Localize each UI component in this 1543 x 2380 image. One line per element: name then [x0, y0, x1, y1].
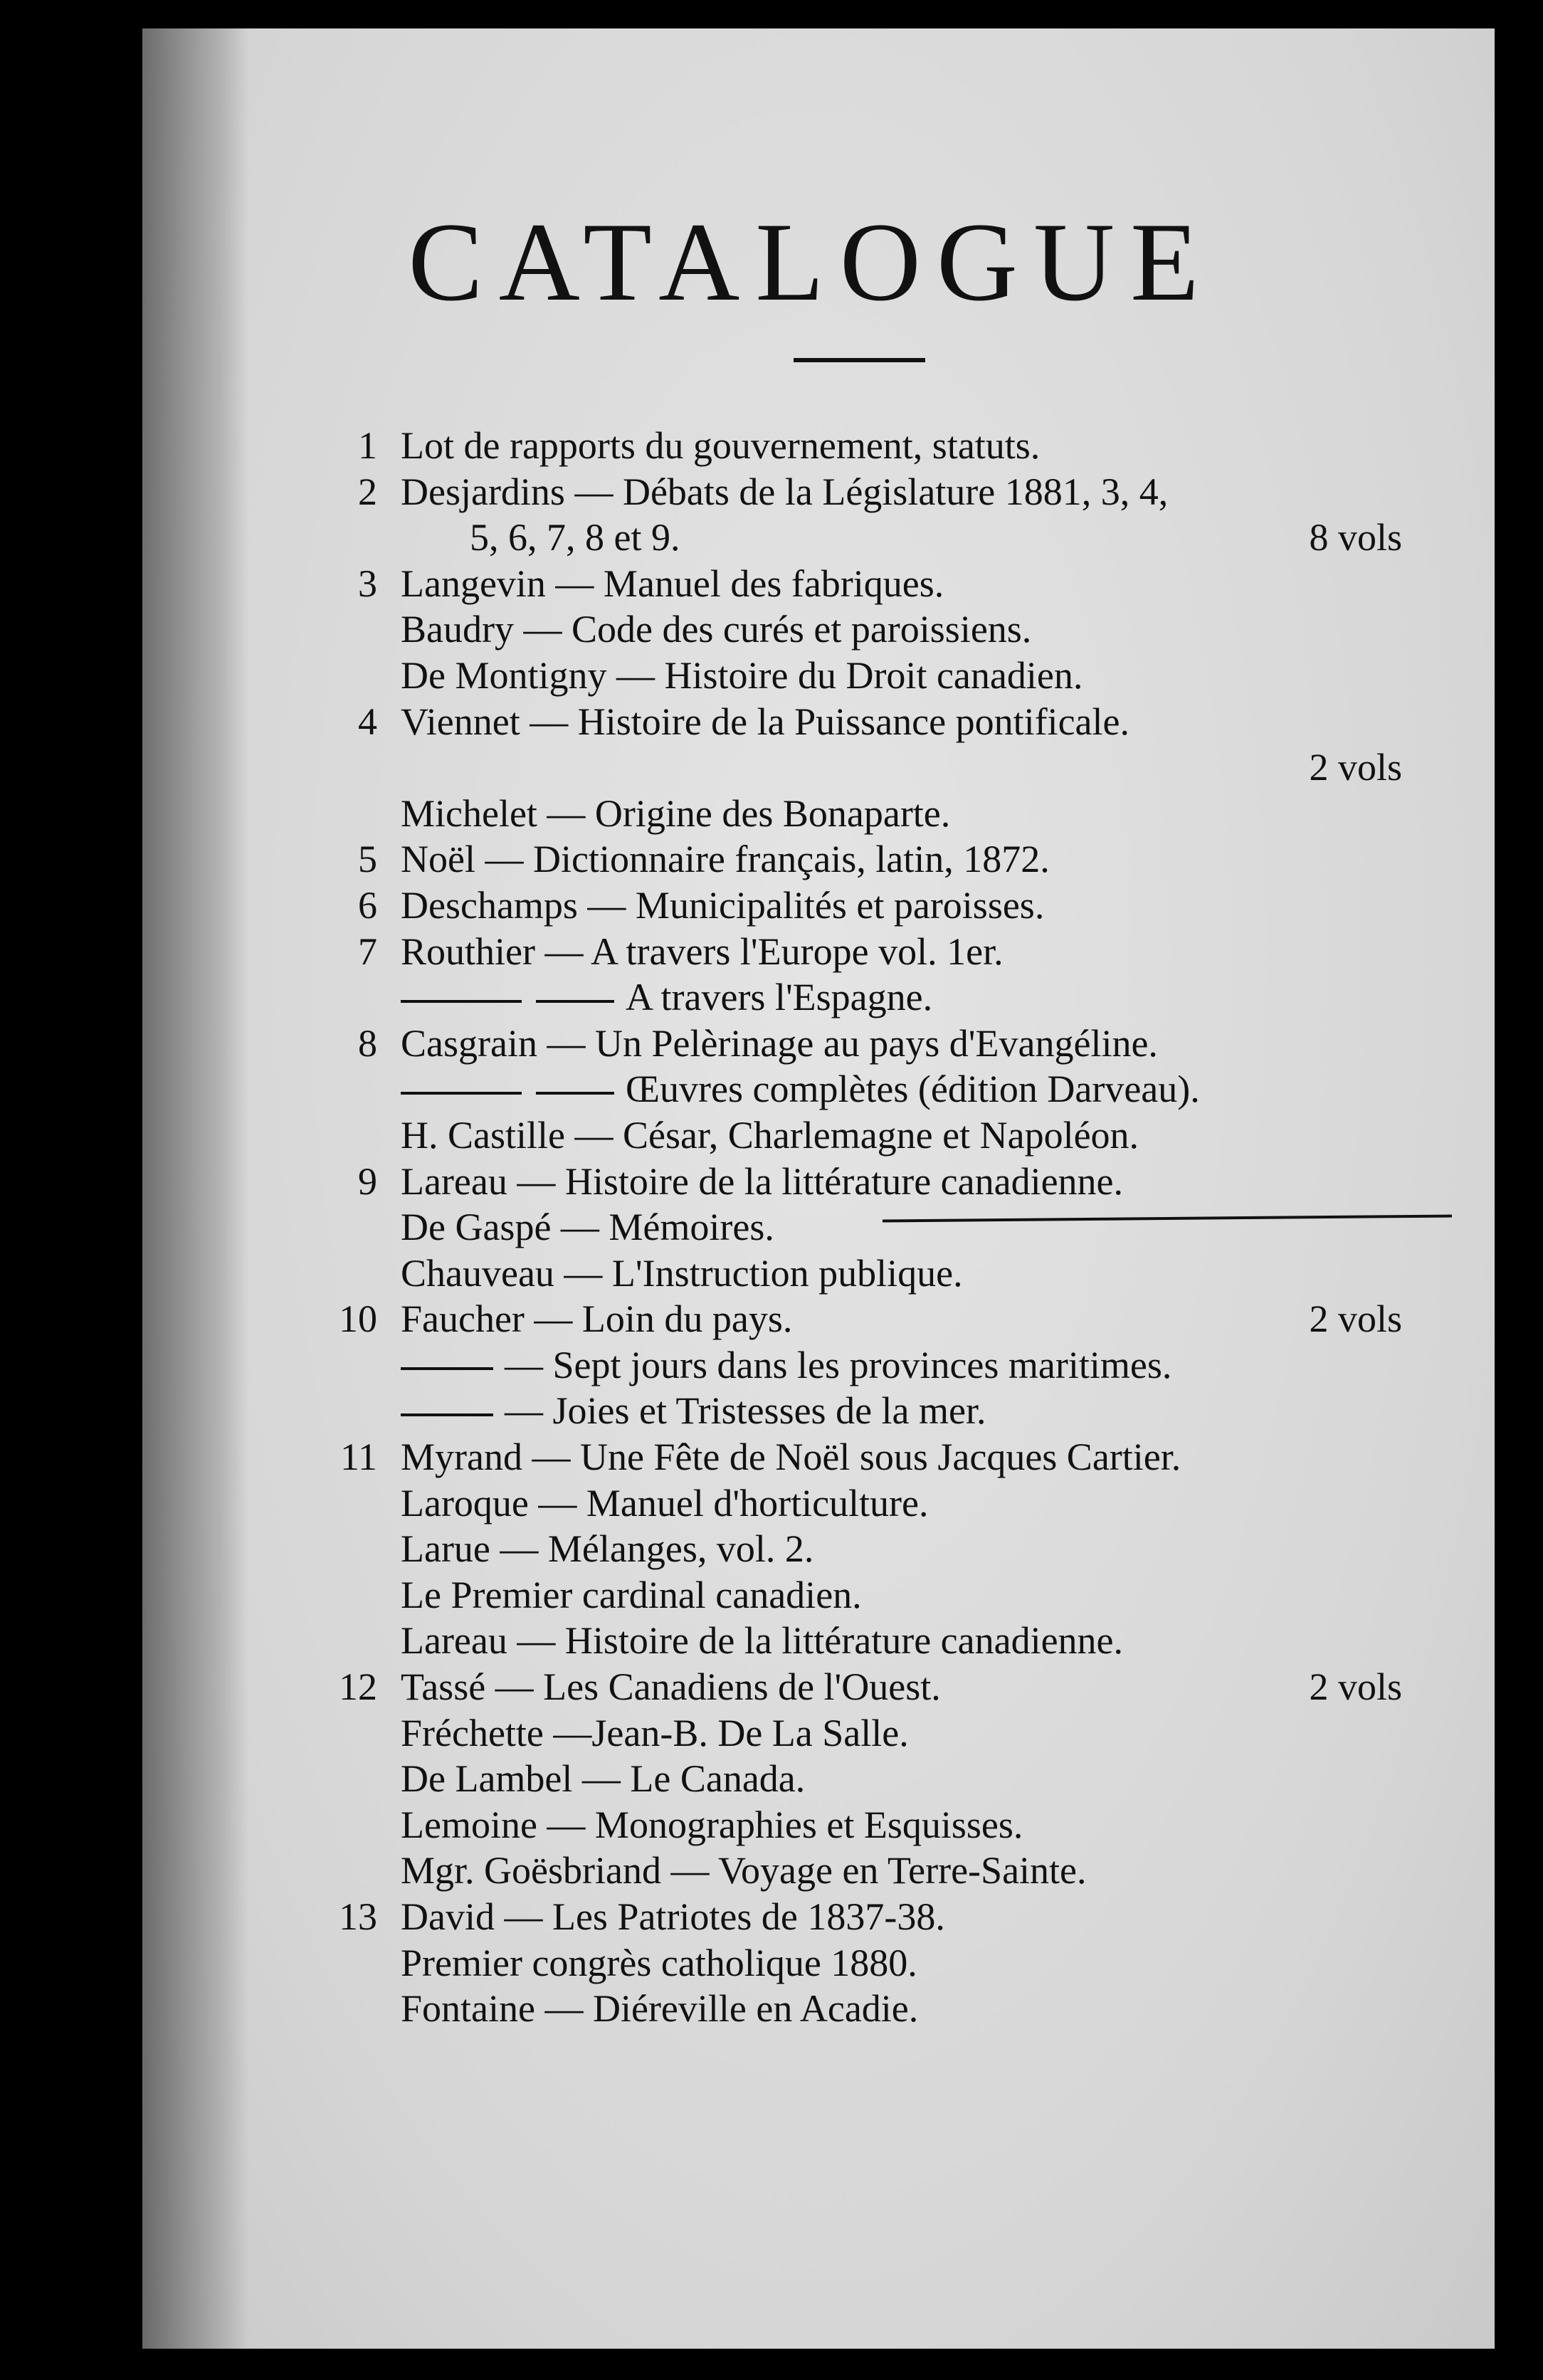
entry-number: 8	[358, 1021, 377, 1065]
catalogue-entry	[306, 1480, 1402, 1527]
entry-title: A travers l'Espagne.	[626, 976, 933, 1019]
entry-number: 4	[358, 700, 377, 743]
entry-title: Lemoine — Monographies et Esquisses.	[401, 1803, 1023, 1846]
entry-title: Lot de rapports du gouvernement, statuts.	[401, 424, 1041, 467]
entry-title: Premier congrès catholique 1880.	[401, 1941, 917, 1984]
catalogue-entry	[306, 974, 1402, 1021]
entry-text	[401, 1112, 1139, 1159]
entry-title: 5, 6, 7, 8 et 9.	[470, 516, 680, 559]
entry-text	[401, 929, 1004, 975]
entry-title: Lareau — Histoire de la littérature canadienne.	[401, 1619, 1124, 1663]
catalogue-entry	[306, 1848, 1402, 1894]
entry-title: De Montigny — Histoire du Droit canadien.	[401, 653, 1083, 697]
entry-number: 12	[339, 1665, 377, 1709]
entry-text	[401, 699, 1129, 745]
entry-text	[401, 1066, 1200, 1112]
entry-text	[401, 1434, 1181, 1480]
catalogue-entry	[306, 929, 1402, 975]
entry-title: Myrand — Une Fête de Noël sous Jacques Cartier.	[401, 1436, 1181, 1479]
catalogue-entry	[306, 561, 1402, 607]
catalogue-entry	[306, 1159, 1402, 1205]
entry-title: Langevin — Manuel des fabriques.	[401, 562, 944, 605]
catalogue-entry	[306, 1388, 1402, 1434]
entry-text	[401, 1940, 917, 1986]
entry-number: 11	[340, 1436, 377, 1479]
catalogue-entries	[306, 423, 1402, 2032]
entry-number: 3	[358, 562, 377, 605]
page-title: CATALOGUE	[408, 200, 1215, 325]
ditto-dash	[401, 1367, 493, 1370]
entry-text	[401, 1710, 909, 1757]
entry-text	[401, 1618, 1123, 1664]
catalogue-entry	[306, 1940, 1402, 1986]
entry-title: Deschamps — Municipalités et paroisses.	[401, 883, 1045, 927]
entry-volumes: 8 vols	[1309, 516, 1402, 559]
entry-text	[401, 974, 932, 1021]
catalogue-entry	[306, 1894, 1402, 1940]
entry-text	[401, 1480, 929, 1527]
entry-title: Chauveau — L'Instruction publique.	[401, 1251, 963, 1295]
entry-text	[401, 1848, 1087, 1894]
catalogue-entry	[306, 1342, 1402, 1389]
entry-text	[401, 1894, 945, 1940]
entry-number: 10	[339, 1297, 377, 1341]
entry-text	[401, 1664, 941, 1710]
binding-shadow	[142, 28, 249, 2349]
entry-title: Tassé — Les Canadiens de l'Ouest.	[401, 1665, 941, 1709]
entry-text	[401, 653, 1083, 699]
entry-number: 6	[358, 883, 377, 927]
catalogue-entry	[306, 1572, 1402, 1618]
catalogue-entry	[306, 1204, 1402, 1250]
ditto-dash	[401, 1000, 522, 1003]
title-underline	[794, 358, 925, 362]
catalogue-entry	[306, 1986, 1402, 2032]
entry-title: Desjardins — Débats de la Législature 1881, 3, 4,	[401, 470, 1169, 513]
entry-title: Routhier — A travers l'Europe vol. 1er.	[401, 930, 1004, 973]
catalogue-entry	[306, 744, 1402, 791]
entry-title: Le Premier cardinal canadien.	[401, 1573, 862, 1616]
entry-text	[401, 1021, 1158, 1067]
entry-text	[401, 1388, 986, 1434]
entry-title: Larue — Mélanges, vol. 2.	[401, 1527, 814, 1571]
entry-volumes: 2 vols	[1309, 746, 1402, 789]
catalogue-entry	[306, 606, 1402, 653]
ditto-dash	[401, 1413, 493, 1416]
entry-text	[401, 1342, 1171, 1389]
entry-text	[401, 1986, 918, 2032]
entry-number: 13	[339, 1895, 377, 1938]
entry-title: — Sept jours dans les provinces maritimes.	[505, 1343, 1172, 1386]
entry-text	[470, 515, 680, 561]
catalogue-entry	[306, 1526, 1402, 1572]
entry-number: 2	[358, 470, 377, 513]
catalogue-entry	[306, 1112, 1402, 1159]
entry-number: 9	[358, 1159, 377, 1203]
catalogue-entry	[306, 653, 1402, 699]
entry-title: H. Castille — César, Charlemagne et Napoléon.	[401, 1113, 1139, 1157]
entry-title: Baudry — Code des curés et paroissiens.	[401, 608, 1032, 651]
entry-title: Casgrain — Un Pelèrinage au pays d'Evangéline.	[401, 1021, 1158, 1065]
entry-text	[401, 1204, 774, 1250]
ditto-dash	[401, 1092, 522, 1095]
entry-title: David — Les Patriotes de 1837-38.	[401, 1895, 945, 1938]
catalogue-entry	[306, 791, 1402, 837]
entry-text	[401, 423, 1040, 469]
ditto-dash	[536, 1092, 614, 1095]
entry-title: — Joies et Tristesses de la mer.	[505, 1389, 986, 1433]
entry-title: Viennet — Histoire de la Puissance pontificale.	[401, 700, 1129, 743]
entry-text	[401, 1572, 862, 1618]
catalogue-entry	[306, 1710, 1402, 1757]
entry-text	[401, 1526, 813, 1572]
entry-text	[401, 1756, 805, 1802]
entry-title: Michelet — Origine des Bonaparte.	[401, 791, 951, 835]
ditto-dash	[536, 1000, 614, 1003]
entry-text	[401, 883, 1044, 929]
entry-text	[401, 791, 950, 837]
entry-text	[401, 1802, 1023, 1848]
entry-title: Mgr. Goësbriand — Voyage en Terre-Sainte.	[401, 1849, 1087, 1892]
catalogue-entry	[306, 699, 1402, 745]
entry-text	[401, 1159, 1123, 1205]
entry-text	[401, 469, 1168, 515]
entry-volumes: 2 vols	[1309, 1297, 1402, 1341]
entry-title: Fontaine — Diéreville en Acadie.	[401, 1987, 919, 2031]
entry-title: Œuvres complètes (édition Darveau).	[626, 1068, 1200, 1111]
entry-text	[401, 606, 1031, 653]
catalogue-entry	[306, 1066, 1402, 1112]
entry-text	[401, 836, 1050, 883]
catalogue-entry	[306, 423, 1402, 469]
entry-title: Lareau — Histoire de la littérature canadienne.	[401, 1159, 1124, 1203]
catalogue-entry	[306, 1296, 1402, 1342]
catalogue-entry	[306, 1664, 1402, 1710]
catalogue-entry	[306, 515, 1402, 561]
catalogue-entry	[306, 1802, 1402, 1848]
entry-text	[401, 561, 944, 607]
catalogue-entry	[306, 1756, 1402, 1802]
entry-text	[401, 1250, 963, 1297]
entry-title: Faucher — Loin du pays.	[401, 1297, 793, 1341]
entry-volumes: 2 vols	[1309, 1665, 1402, 1709]
entry-text	[401, 1296, 792, 1342]
catalogue-entry	[306, 1434, 1402, 1480]
catalogue-entry	[306, 1618, 1402, 1664]
catalogue-entry	[306, 883, 1402, 929]
catalogue-entry	[306, 1021, 1402, 1067]
entry-number: 1	[358, 424, 377, 467]
catalogue-entry	[306, 1250, 1402, 1297]
catalogue-entry	[306, 836, 1402, 883]
entry-title: Noël — Dictionnaire français, latin, 1872.	[401, 838, 1050, 881]
entry-number: 5	[358, 838, 377, 881]
entry-title: De Gaspé — Mémoires.	[401, 1206, 774, 1249]
entry-title: Laroque — Manuel d'horticulture.	[401, 1481, 929, 1525]
entry-title: De Lambel — Le Canada.	[401, 1757, 806, 1801]
entry-number: 7	[358, 930, 377, 973]
entry-title: Fréchette —Jean-B. De La Salle.	[401, 1711, 909, 1754]
catalogue-entry	[306, 469, 1402, 515]
